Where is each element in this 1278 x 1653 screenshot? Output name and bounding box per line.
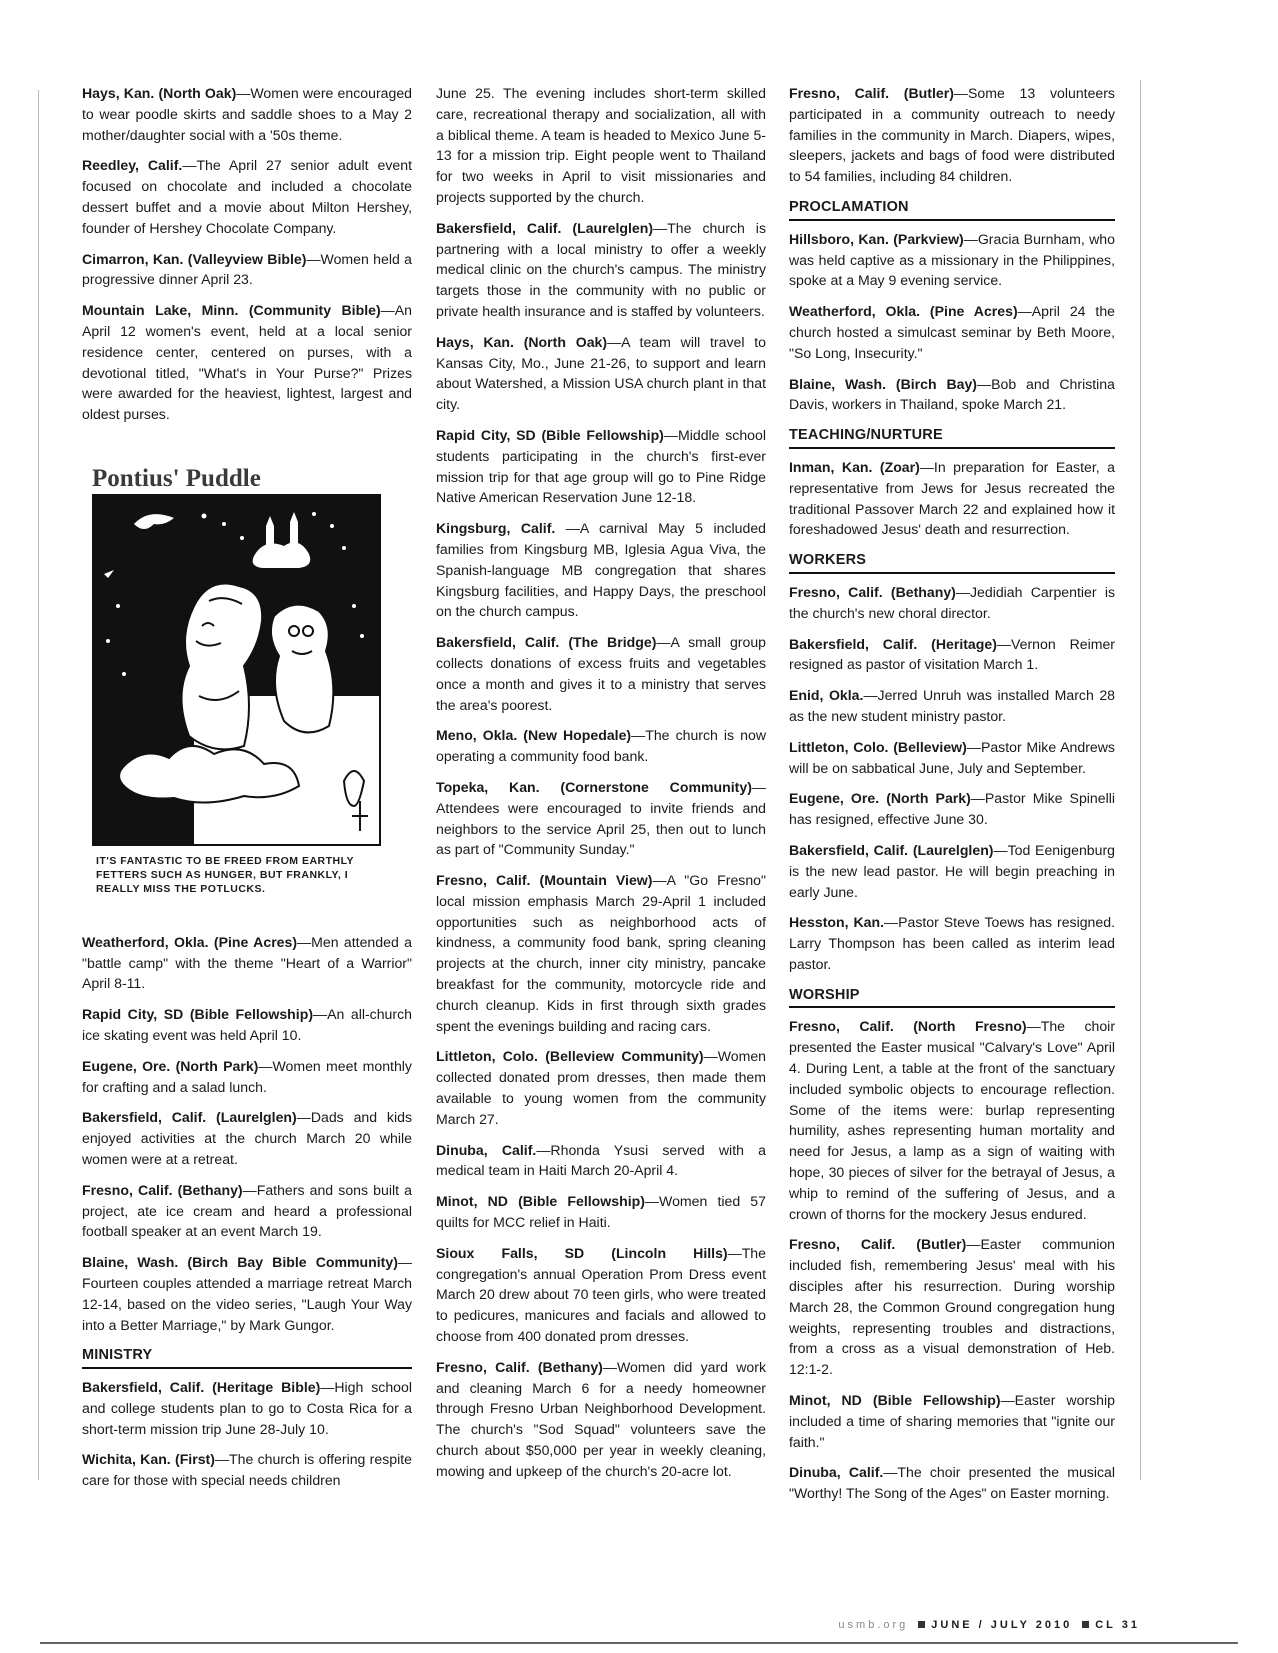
entry-text: —Easter communion included fish, remembering Jesus' meal with his disciples after his resurrection. During worship March 28, the Common Ground congregation hung weights, representing troubles and distractions, from a cross as a visual demonstration of Heb. 12:1-2. — [789, 1236, 1115, 1378]
news-entry — [82, 1180, 412, 1242]
entry-text: —Men attended a "battle camp" with the theme "Heart of a Warrior" April 8-11. — [82, 933, 412, 992]
entry-place: Bakersfield, Calif. (The Bridge) — [436, 634, 657, 651]
entry-text: —Women meet monthly for crafting and a salad lunch. — [82, 1057, 412, 1095]
col3-intro-entries — [789, 83, 1115, 187]
news-entry — [789, 840, 1115, 902]
teaching-entries — [789, 457, 1115, 540]
entry-place: Wichita, Kan. (First) — [82, 1451, 215, 1468]
entry-text: —An April 12 women's event, held at a local senior residence center, centered on purses, with a devotional titled, "What's in Your Purse?" Prizes were awarded for the heaviest, lightest, largest and oldest purses. — [82, 302, 412, 423]
entry-place: Dinuba, Calif. — [789, 1464, 884, 1481]
entry-place: Hesston, Kan. — [789, 914, 884, 931]
right-margin-rule — [1140, 80, 1141, 1480]
entry-place: Hillsboro, Kan. (Parkview) — [789, 230, 964, 247]
news-entry — [82, 155, 412, 238]
entry-text: —Women collected donated prom dresses, then made them available to young women from the community March 27. — [436, 1048, 766, 1127]
news-entry — [436, 870, 766, 1036]
section-heading-workers: WORKERS — [789, 550, 1115, 574]
section-heading-proclamation: PROCLAMATION — [789, 197, 1115, 221]
entry-place: Bakersfield, Calif. (Laurelglen) — [436, 219, 654, 236]
news-entry — [436, 777, 766, 860]
entry-text: —The April 27 senior adult event focused on chocolate and included a chocolate dessert buffet and a movie about Milton Hershey, founder of Hershey Chocolate Company. — [82, 157, 412, 236]
news-entry — [82, 932, 412, 994]
entry-place: Littleton, Colo. (Belleview Community) — [436, 1048, 704, 1065]
entry-text: —Tod Eenigenburg is the new lead pastor. He will begin preaching in early June. — [789, 841, 1115, 900]
entry-text: —A team will travel to Kansas City, Mo., June 21-26, to support and learn about Watershed, a Mission USA church plant in that city. — [436, 333, 766, 413]
news-entry — [436, 218, 766, 322]
bottom-rule — [40, 1642, 1238, 1644]
news-entry — [436, 332, 766, 415]
entry-text: —Pastor Steve Toews has resigned. Larry Thompson has been called as interim lead pastor. — [789, 914, 1115, 972]
news-entry — [789, 634, 1115, 676]
entry-place: Enid, Okla. — [789, 687, 864, 704]
entry-place: Bakersfield, Calif. (Heritage Bible) — [82, 1379, 321, 1396]
entry-text: —Some 13 volunteers participated in a community outreach to needy families in the community in March. Diapers, wipes, sleepers, jackets and bags of food were distributed to 54 families, including 84 children. — [789, 85, 1115, 185]
news-entry — [436, 725, 766, 767]
proclamation-entries — [789, 229, 1115, 415]
entry-place: Minot, ND (Bible Fellowship) — [789, 1392, 1001, 1409]
entry-place: Fresno, Calif. (Butler) — [789, 85, 954, 101]
footer-square-icon — [1082, 1621, 1089, 1628]
entry-text: —The church is now operating a community food bank. — [436, 727, 767, 765]
entry-place: Fresno, Calif. (Bethany) — [436, 1358, 603, 1375]
news-entry — [82, 249, 412, 291]
entry-place: Cimarron, Kan. (Valleyview Bible) — [82, 250, 307, 267]
ministry-entries — [82, 1377, 412, 1491]
news-entry — [789, 737, 1115, 779]
news-entry — [436, 1357, 766, 1482]
entry-text: —Women did yard work and cleaning March 6 for a needy homeowner through Fresno Urban Neighborhood Development. The church's "Sod Squad" volunteers save the church about $50,000 per year in weekly cleaning, mowing and upkeep of the church's 20-acre lot. — [436, 1358, 766, 1479]
cartoon-frame — [92, 494, 381, 846]
news-entry — [436, 1140, 766, 1182]
entry-place: Bakersfield, Calif. (Laurelglen) — [82, 1109, 297, 1126]
entry-place: Fresno, Calif. (Bethany) — [82, 1181, 243, 1198]
entry-text: —The church is offering respite care for those with special needs children — [82, 1451, 412, 1489]
news-entry — [82, 83, 412, 145]
entry-place: Weatherford, Okla. (Pine Acres) — [789, 303, 1018, 320]
workers-entries — [789, 582, 1115, 975]
news-entry — [436, 1046, 766, 1129]
entry-text: —In preparation for Easter, a representative from Jews for Jesus recreated the traditional Passover March 22 and explained how it foreshadowed Jesus' death and resurrection. — [789, 458, 1115, 538]
entry-text: —Women tied 57 quilts for MCC relief in Haiti. — [436, 1193, 766, 1231]
news-entry — [789, 788, 1115, 830]
entry-text: —Middle school students participating in the church's first-ever mission trip for that age group will go to Pine Ridge Native American Reservation June 12-18. — [436, 426, 766, 506]
news-entry — [789, 374, 1115, 416]
footer-square-icon — [918, 1621, 925, 1628]
footer-page-number: CL 31 — [1095, 1619, 1140, 1631]
col1-entries-after — [82, 932, 412, 1336]
news-entry — [789, 229, 1115, 291]
entry-text: June 25. The evening includes short-term skilled care, recreational therapy and socialization, all with a biblical theme. A team is headed to Mexico June 5-13 for a mission trip. Eight people went to Thailand for two weeks in April to visit missionaries and projects supported by the church. — [436, 85, 766, 205]
entry-text: —Fourteen couples attended a marriage retreat March 12-14, based on the video series, "Laugh Your Way into a Better Marriage," by Mark Gungor. — [82, 1254, 412, 1333]
entry-place: Eugene, Ore. (North Park) — [789, 790, 971, 807]
column-1 — [82, 83, 412, 1501]
cartoon-title: Pontius' Puddle — [92, 464, 261, 492]
entry-place: Topeka, Kan. (Cornerstone Community) — [436, 778, 752, 795]
entry-place: Sioux Falls, SD (Lincoln Hills) — [436, 1244, 728, 1261]
entry-text: —Jerred Unruh was installed March 28 as the new student ministry pastor. — [789, 687, 1115, 724]
entry-text: —Women held a progressive dinner April 23. — [82, 250, 412, 288]
entry-text: —The congregation's annual Operation Prom Dress event March 20 drew about 70 teen girls, who were treated to pedicures, manicures and facials and allowed to choose from 400 donated prom dresses. — [436, 1244, 766, 1345]
entry-place: Inman, Kan. (Zoar) — [789, 458, 920, 475]
entry-place: Hays, Kan. (North Oak) — [436, 333, 608, 350]
entry-text: —A "Go Fresno" local mission emphasis March 29-April 1 included opportunities such as neighborhood acts of kindness, a community food bank, spring cleaning projects at the church, inner city ministry, pancake breakfast for the community, motorcycle ride and church cleanup. Kids in first through sixth grades spent the evenings building and racing cars. — [436, 872, 767, 1034]
entry-text: —Dads and kids enjoyed activities at the church March 20 while women were at a retreat. — [82, 1109, 412, 1167]
entry-place: Minot, ND (Bible Fellowship) — [436, 1193, 645, 1210]
entry-text: —The choir presented the Easter musical "Calvary's Love" April 4. During Lent, a table at the front of the sanctuary included symbolic objects to encourage reflection. Some of the items were: burlap representing humility, ashes representing human mortality and need for Jesus, a lamp as a sign of waiting with hope, 30 pieces of silver for the betrayal of Jesus, a whip to remind of the suffering of Jesus, and a crown of thorns for the mockery Jesus endured. — [789, 1018, 1116, 1222]
left-margin-rule — [38, 90, 39, 1480]
news-entry — [436, 632, 766, 715]
entry-place: Fresno, Calif. (Bethany) — [789, 583, 956, 600]
news-entry — [436, 1191, 766, 1233]
entry-place: Kingsburg, Calif. — [436, 520, 556, 537]
entry-place: Blaine, Wash. (Birch Bay) — [789, 375, 977, 392]
news-entry — [789, 1462, 1115, 1504]
news-entry — [82, 1107, 412, 1169]
news-entry — [789, 1234, 1115, 1380]
news-entry — [789, 685, 1115, 727]
news-entry — [82, 1004, 412, 1046]
entry-place: Bakersfield, Calif. (Laurelglen) — [789, 841, 994, 858]
entry-text: —Women were encouraged to wear poodle skirts and saddle shoes to a May 2 mother/daughter social with a '50s theme. — [82, 85, 412, 143]
news-entry — [82, 300, 412, 425]
entry-text: —Fathers and sons built a project, ate ice cream and heard a professional football speaker at an event March 19. — [82, 1181, 413, 1240]
entry-text: —Gracia Burnham, who was held captive as a missionary in the Philippines, spoke at a May 9 evening service. — [789, 230, 1115, 289]
news-entry — [789, 582, 1115, 624]
cartoon-illustration — [94, 496, 379, 844]
cartoon — [82, 464, 412, 896]
entry-text: —High school and college students plan to go to Costa Rica for a short-term mission trip June 28-July 10. — [82, 1379, 412, 1437]
news-entry — [436, 425, 766, 508]
section-heading-worship: WORSHIP — [789, 985, 1115, 1009]
col2-entries — [436, 83, 766, 1482]
entry-text: —The church is partnering with a local ministry to offer a weekly medical clinic on the church's campus. The ministry targets those in the community with no public or private health insurance and is staffed by volunteers. — [436, 219, 766, 319]
news-entry — [789, 1390, 1115, 1452]
news-entry — [82, 1252, 412, 1335]
worship-entries — [789, 1016, 1115, 1504]
entry-text: —Rhonda Ysusi served with a medical team in Haiti March 20-April 4. — [436, 1141, 766, 1179]
entry-text: —An all-church ice skating event was held April 10. — [82, 1006, 412, 1043]
column-2 — [436, 83, 766, 1492]
footer-site: usmb.org — [838, 1619, 909, 1631]
entry-text: —Pastor Mike Spinelli has resigned, effective June 30. — [789, 790, 1115, 828]
entry-place: Dinuba, Calif. — [436, 1141, 537, 1158]
entry-text: —Pastor Mike Andrews will be on sabbatical June, July and September. — [789, 738, 1115, 776]
page-footer — [780, 1619, 1140, 1631]
news-entry — [436, 1243, 766, 1347]
footer-dates: JUNE / JULY 2010 — [931, 1619, 1073, 1631]
entry-text: —Bob and Christina Davis, workers in Thailand, spoke March 21. — [789, 375, 1115, 413]
entry-place: Rapid City, SD (Bible Fellowship) — [436, 426, 664, 443]
col1-entries — [82, 83, 412, 425]
entry-place: Hays, Kan. (North Oak) — [82, 85, 237, 101]
section-heading-ministry: MINISTRY — [82, 1345, 412, 1369]
entry-place: Fresno, Calif. (North Fresno) — [789, 1018, 1027, 1035]
entry-place: Mountain Lake, Minn. (Community Bible) — [82, 302, 381, 319]
entry-text: —Vernon Reimer resigned as pastor of visitation March 1. — [789, 635, 1115, 673]
entry-place: Weatherford, Okla. (Pine Acres) — [82, 933, 298, 950]
news-entry — [436, 518, 766, 622]
news-entry — [789, 301, 1115, 363]
section-heading-teaching: TEACHING/NURTURE — [789, 425, 1115, 449]
entry-text: —A carnival May 5 included families from Kingsburg MB, Iglesia Agua Viva, the Spanish-language MB congregation that shares Kingsburg facilities, and Happy Days, the preschool on the church campus. — [436, 520, 767, 620]
entry-text: —April 24 the church hosted a simulcast seminar by Beth Moore, "So Long, Insecurity." — [789, 303, 1115, 361]
entry-place: Rapid City, SD (Bible Fellowship) — [82, 1006, 314, 1023]
entry-text: —The choir presented the musical "Worthy! The Song of the Ages" on Easter morning. — [789, 1464, 1115, 1502]
entry-text: —Jedidiah Carpentier is the church's new choral director. — [789, 583, 1115, 621]
news-entry — [436, 83, 766, 208]
entry-place: Meno, Okla. (New Hopedale) — [436, 727, 632, 744]
news-entry — [789, 912, 1115, 974]
entry-place: Bakersfield, Calif. (Heritage) — [789, 635, 997, 652]
entry-place: Fresno, Calif. (Butler) — [789, 1236, 967, 1253]
news-entry — [82, 1056, 412, 1098]
news-entry — [789, 1016, 1115, 1224]
entry-place: Fresno, Calif. (Mountain View) — [436, 872, 653, 889]
entry-place: Reedley, Calif. — [82, 157, 183, 174]
entry-text: —A small group collects donations of excess fruits and vegetables once a month and gives it to a ministry that serves the area's poorest. — [436, 634, 767, 713]
entry-text: —Attendees were encouraged to invite friends and neighbors to the service April 25, then out to lunch as part of "Community Sunday." — [436, 778, 766, 858]
news-entry — [82, 1377, 412, 1439]
news-entry — [82, 1449, 412, 1491]
entry-place: Littleton, Colo. (Belleview) — [789, 738, 967, 755]
news-entry — [789, 83, 1115, 187]
entry-text: —Easter worship included a time of sharing memories that "ignite our faith." — [789, 1392, 1115, 1450]
entry-place: Blaine, Wash. (Birch Bay Bible Community) — [82, 1254, 398, 1271]
cartoon-caption: IT'S FANTASTIC TO BE FREED FROM EARTHLY FETTERS SUCH AS HUNGER, BUT FRANKLY, I REALLY MISS THE POTLUCKS. — [96, 854, 354, 895]
entry-place: Eugene, Ore. (North Park) — [82, 1057, 259, 1074]
news-entry — [789, 457, 1115, 540]
column-3 — [789, 83, 1115, 1514]
